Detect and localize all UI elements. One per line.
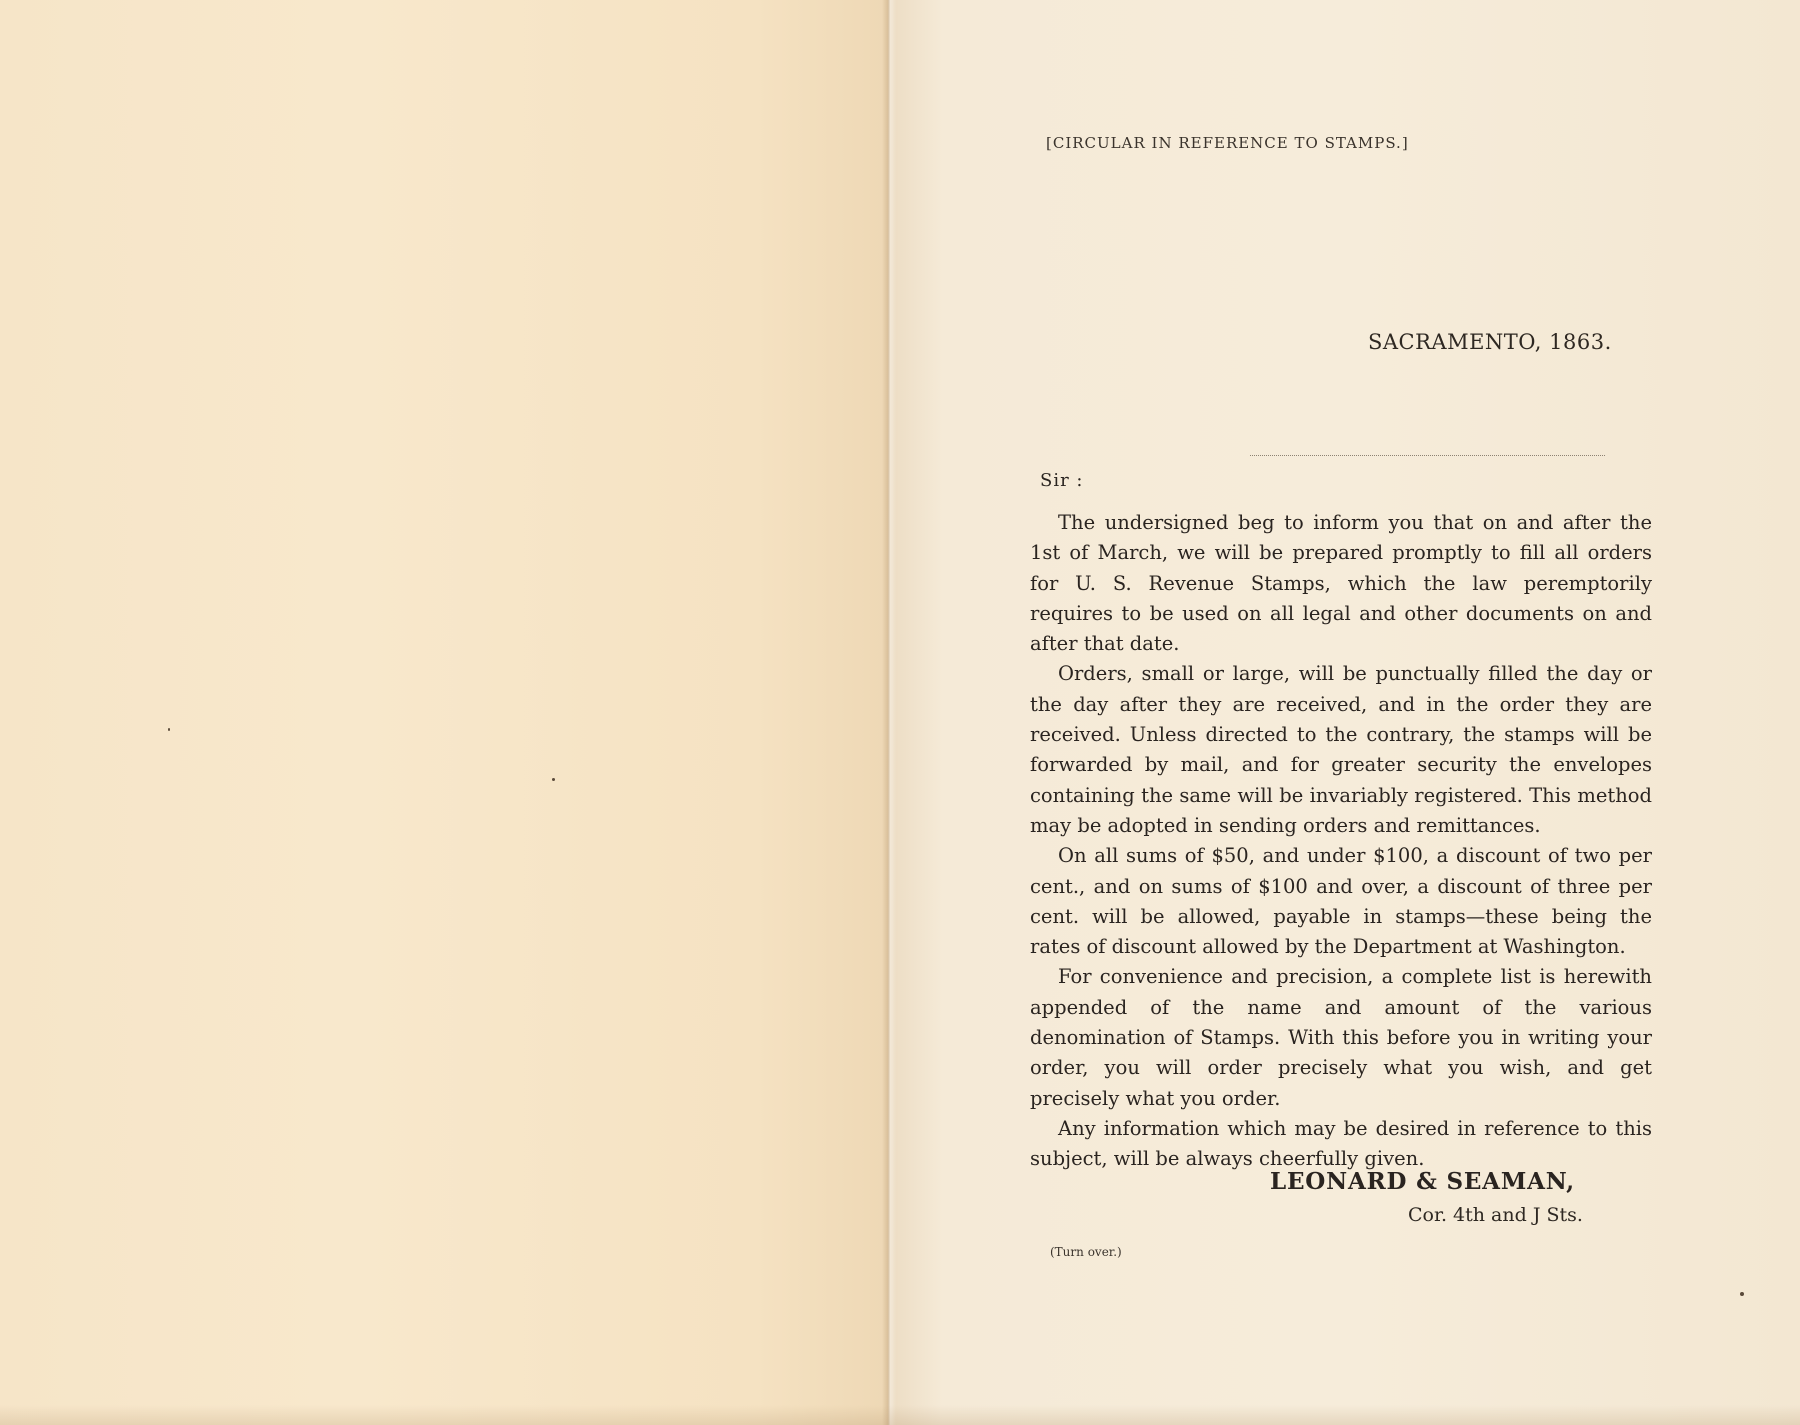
turn-over-note: (Turn over.)	[1050, 1245, 1122, 1259]
paragraph: Any information which may be desired in reference to this subject, will be always cheerfully given.	[1030, 1116, 1652, 1171]
address: Cor. 4th and J Sts.	[1408, 1204, 1583, 1226]
letter-body	[1030, 508, 1652, 1175]
paragraph: The undersigned beg to inform you that on and after the 1st of March, we will be prepared promptly to fill all orders for U. S. Revenue Stamps, which the law peremptorily requires to be used on all legal and other documents on and after that date.	[1030, 511, 1652, 656]
paragraph: On all sums of $50, and under $100, a discount of two per cent., and on sums of $100 and over, a discount of three per cent. will be allowed, payable in stamps—these being the rates of discount allowed by the Department at Washington.	[1030, 844, 1652, 959]
circular-heading: [CIRCULAR IN REFERENCE TO STAMPS.]	[1046, 134, 1409, 152]
paragraph: Orders, small or large, will be punctually filled the day or the day after they are received, and in the order they are received. Unless directed to the contrary, the stamps will be forwarded by mail, and for greater security the envelopes containing the same will be invariably registered. This method may be adopted in sending orders and remittances.	[1030, 662, 1652, 837]
paragraph: For convenience and precision, a complete list is herewith appended of the name and amount of the various denomination of Stamps. With this before you in writing your order, you will order precisely what you wish, and get precisely what you order.	[1030, 965, 1652, 1110]
paper-speck	[168, 728, 170, 731]
bottom-shadow	[0, 1405, 1800, 1425]
place-date: SACRAMENTO, 1863.	[1368, 330, 1612, 354]
signature: LEONARD & SEAMAN,	[1270, 1168, 1575, 1195]
left-page-blank	[0, 0, 888, 1425]
paper-speck	[1740, 1292, 1744, 1296]
paper-speck	[552, 778, 555, 781]
center-fold	[882, 0, 896, 1425]
addressee-line	[1250, 455, 1605, 456]
salutation: Sir :	[1040, 470, 1084, 491]
